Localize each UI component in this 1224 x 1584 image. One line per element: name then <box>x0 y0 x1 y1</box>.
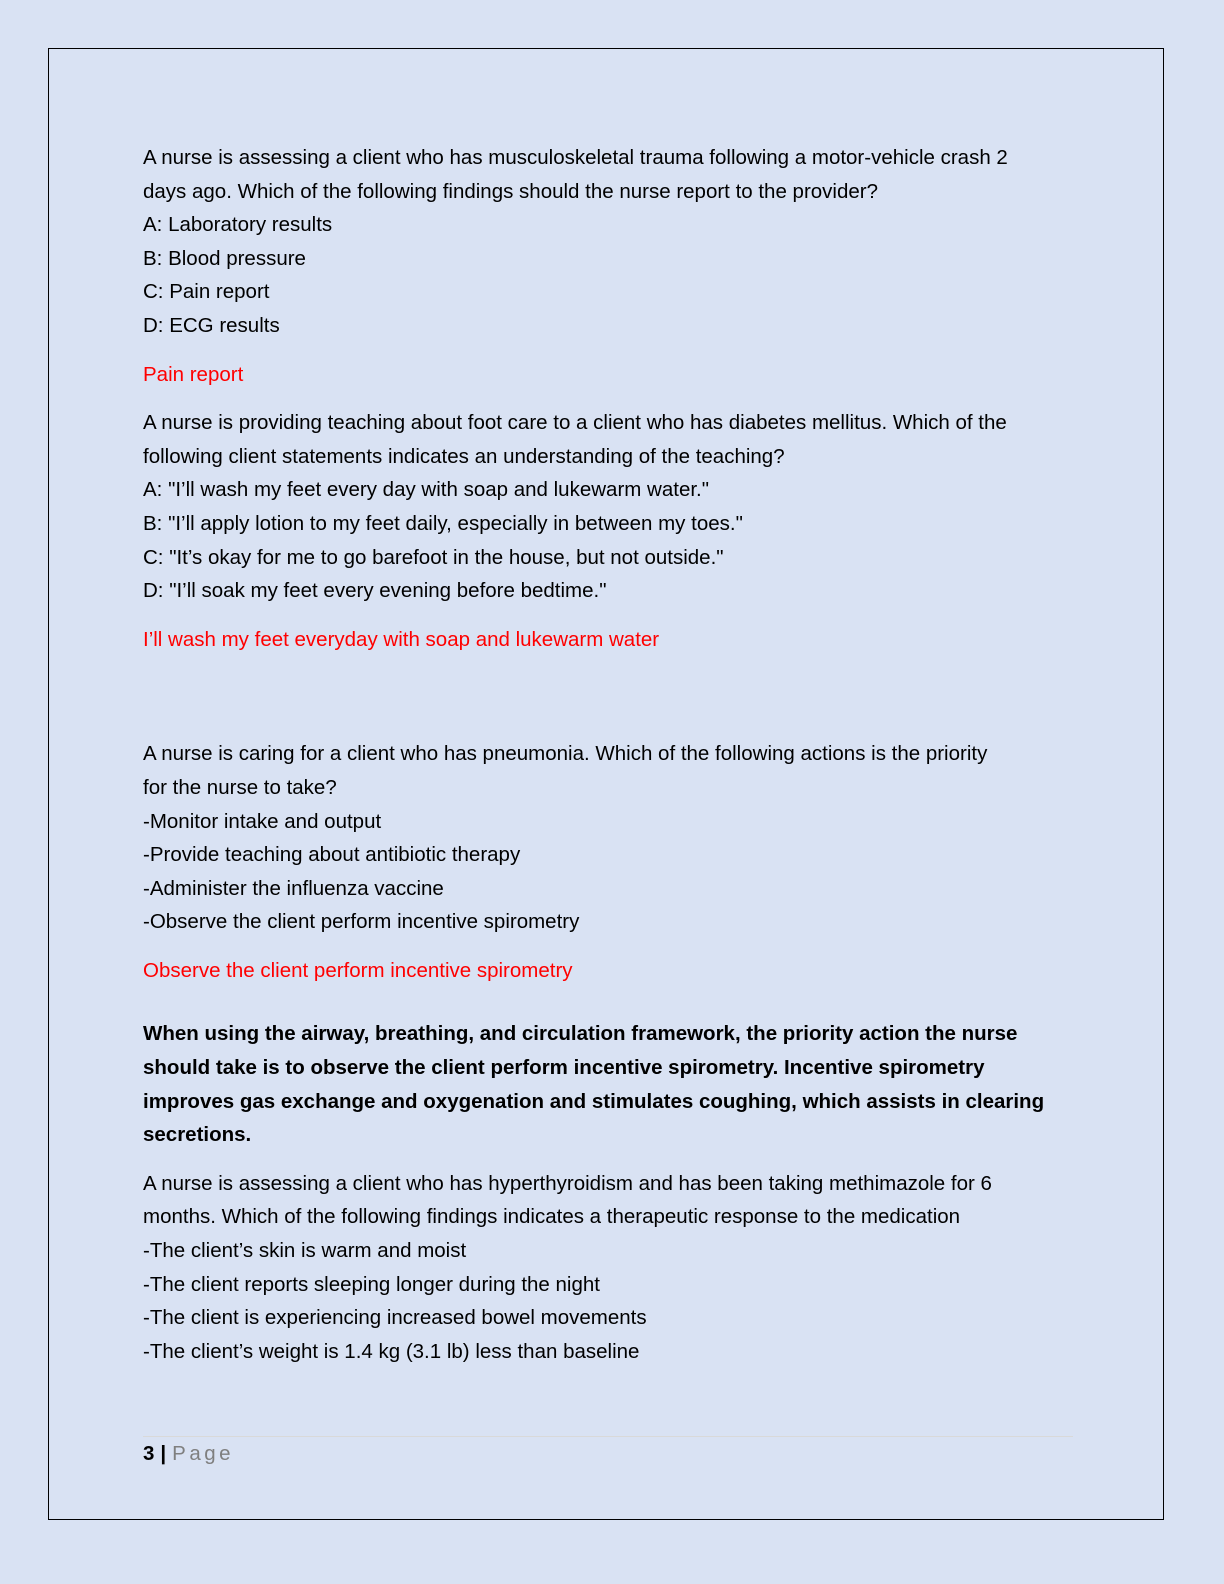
question-4-option-3: -The client is experiencing increased bowel movements <box>143 1306 647 1330</box>
question-4-option-1: -The client’s skin is warm and moist <box>143 1239 467 1263</box>
page-separator: | <box>160 1442 167 1465</box>
page-footer <box>143 1440 234 1468</box>
question-3-answer: Observe the client perform incentive spirometry <box>143 958 573 982</box>
question-3-option-4: -Observe the client perform incentive spirometry <box>143 910 580 934</box>
question-3 <box>143 737 1078 1152</box>
question-3-option-1: -Monitor intake and output <box>143 809 382 833</box>
question-1-answer: Pain report <box>143 362 244 386</box>
explanation-line-4: secretions. <box>143 1123 252 1147</box>
page-number: 3 <box>143 1442 155 1465</box>
question-1-option-c: C: Pain report <box>143 280 270 304</box>
question-4 <box>143 1167 1078 1369</box>
blank-space <box>143 671 1078 737</box>
footer-rule <box>143 1436 1073 1437</box>
explanation-line-1: When using the airway, breathing, and circulation framework, the priority action the nurse <box>143 1022 1018 1046</box>
question-4-option-2: -The client reports sleeping longer during the night <box>143 1272 600 1296</box>
question-3-stem-line-2: for the nurse to take? <box>143 775 337 799</box>
question-3-option-3: -Administer the influenza vaccine <box>143 876 444 900</box>
document-body <box>143 141 1078 1368</box>
question-1-option-d: D: ECG results <box>143 313 280 337</box>
question-4-stem-line-2: months. Which of the following findings indicates a therapeutic response to the medication <box>143 1205 961 1229</box>
question-4-stem-line-1: A nurse is assessing a client who has hyperthyroidism and has been taking methimazole for 6 <box>143 1171 992 1195</box>
question-3-stem-line-1: A nurse is caring for a client who has pneumonia. Which of the following actions is the priority <box>143 742 988 766</box>
explanation-line-3: improves gas exchange and oxygenation and stimulates coughing, which assists in clearing <box>143 1089 1045 1113</box>
question-2-option-a: A: "I’ll wash my feet every day with soap and lukewarm water." <box>143 478 710 502</box>
question-1-option-a: A: Laboratory results <box>143 213 333 237</box>
explanation-line-2: should take is to observe the client perform incentive spirometry. Incentive spirometry <box>143 1056 985 1080</box>
question-2-option-c: C: "It’s okay for me to go barefoot in the house, but not outside." <box>143 545 724 569</box>
question-3-option-2: -Provide teaching about antibiotic therapy <box>143 843 521 867</box>
question-1-stem-line-2: days ago. Which of the following findings should the nurse report to the provider? <box>143 179 879 203</box>
question-1 <box>143 141 1078 391</box>
question-2-stem-line-1: A nurse is providing teaching about foot care to a client who has diabetes mellitus. Which of the <box>143 411 1007 435</box>
question-2-answer: I’ll wash my feet everyday with soap and lukewarm water <box>143 627 660 651</box>
question-3-explanation <box>143 1017 1078 1151</box>
question-1-option-b: B: Blood pressure <box>143 246 306 270</box>
question-2 <box>143 406 1078 656</box>
question-2-option-b: B: "I’ll apply lotion to my feet daily, especially in between my toes." <box>143 511 743 535</box>
question-2-stem-line-2: following client statements indicates an understanding of the teaching? <box>143 444 785 468</box>
question-4-option-4: -The client’s weight is 1.4 kg (3.1 lb) less than baseline <box>143 1339 640 1363</box>
question-1-stem-line-1: A nurse is assessing a client who has musculoskeletal trauma following a motor-vehicle crash 2 <box>143 146 1008 169</box>
question-2-option-d: D: "I’ll soak my feet every evening before bedtime." <box>143 579 607 603</box>
page-label: Page <box>172 1442 235 1465</box>
